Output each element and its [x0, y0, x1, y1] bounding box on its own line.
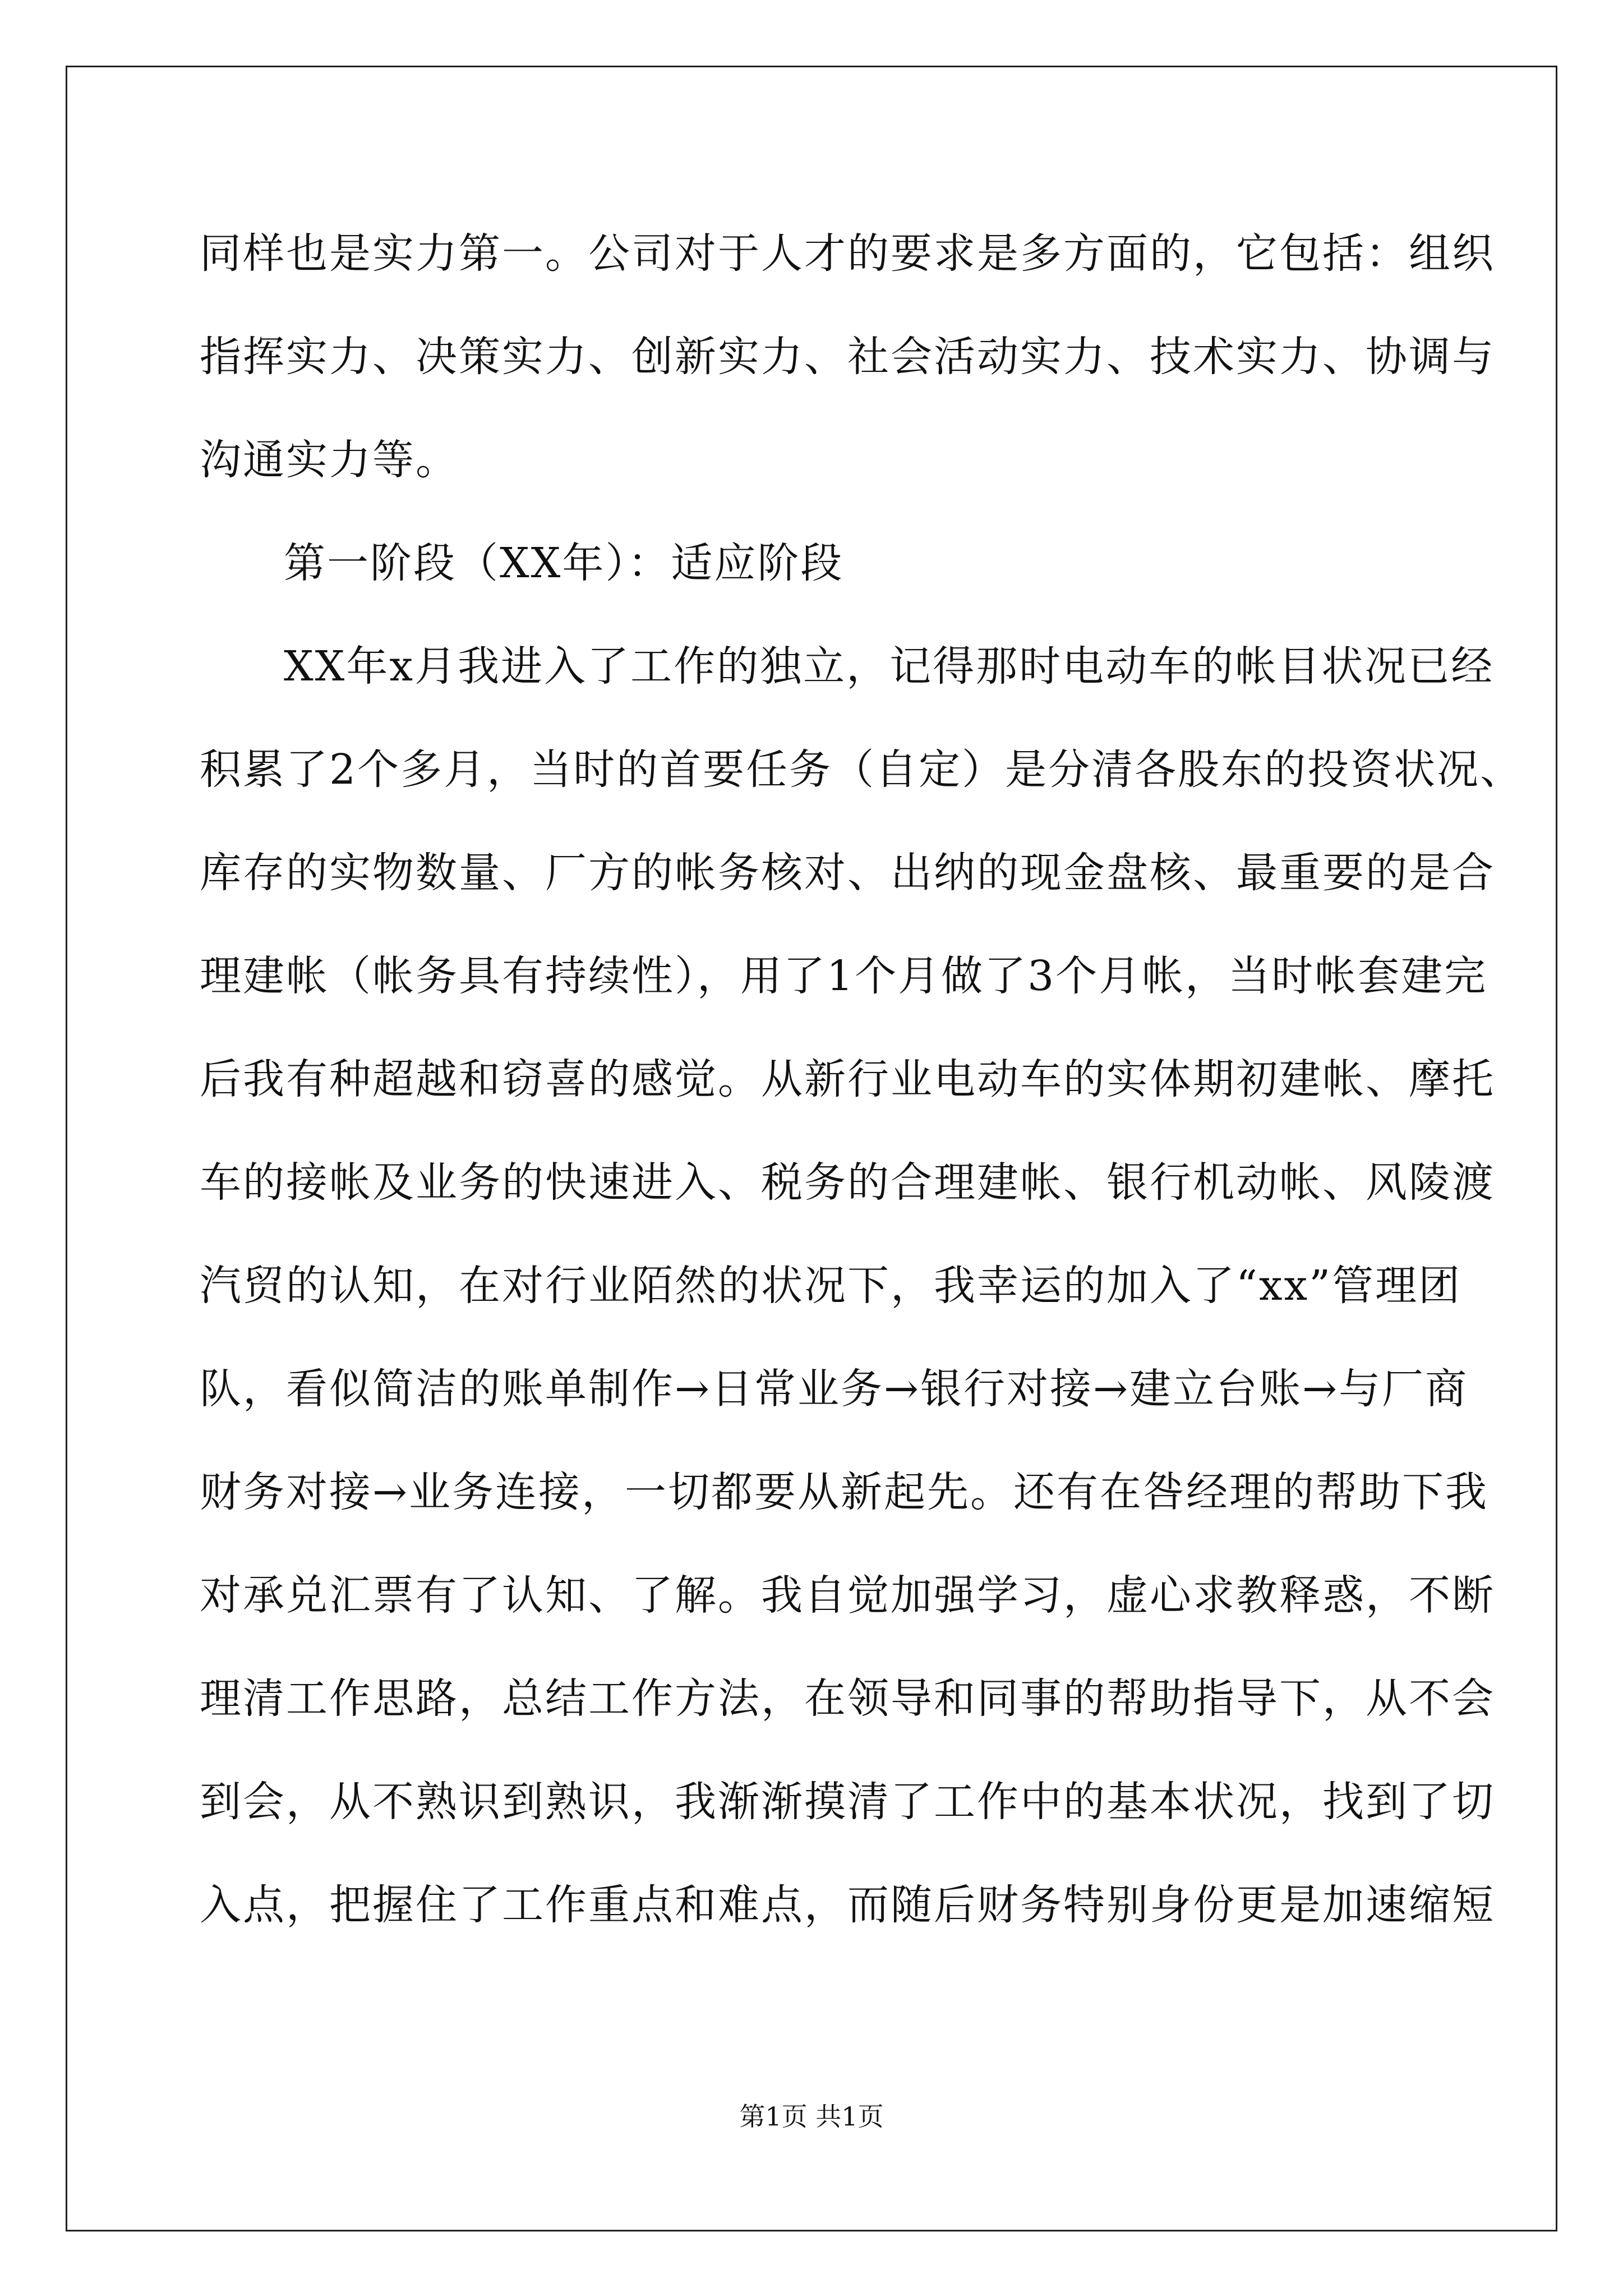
text-line: 沟通实力等。 [200, 436, 459, 484]
text-line: XX年x月我进入了工作的独立，记得那时电动车的帐目状况已经 [284, 642, 1495, 691]
page-footer: 第1页 共1页 [739, 2101, 884, 2132]
text-line: 对承兑汇票有了认知、了解。我自觉加强学习，虚心求教释惑，不断 [200, 1571, 1495, 1619]
text-line: 库存的实物数量、厂方的帐务核对、出纳的现金盘核、最重要的是合 [200, 849, 1495, 897]
text-line: 积累了2个多月，当时的首要任务（自定）是分清各股东的投资状况、 [200, 746, 1524, 794]
text-line: 队，看似简洁的账单制作→日常业务→银行对接→建立台账→与厂商 [200, 1365, 1469, 1413]
text-line: 理建帐（帐务具有持续性），用了1个月做了3个月帐，当时帐套建完 [200, 952, 1488, 1000]
text-line: 车的接帐及业务的快速进入、税务的合理建帐、银行机动帐、风陵渡 [200, 1158, 1495, 1207]
section-heading: 第一阶段（XX年）：适应阶段 [284, 539, 844, 587]
text-line: 理清工作思路，总结工作方法，在领导和同事的帮助指导下，从不会 [200, 1674, 1495, 1723]
text-line: 指挥实力、决策实力、创新实力、社会活动实力、技术实力、协调与 [200, 333, 1495, 381]
text-line: 入点，把握住了工作重点和难点，而随后财务特别身份更是加速缩短 [200, 1881, 1495, 1929]
text-line: 汽贸的认知，在对行业陌然的状况下，我幸运的加入了“xx”管理团 [200, 1262, 1462, 1310]
text-line: 后我有种超越和窃喜的感觉。从新行业电动车的实体期初建帐、摩托 [200, 1055, 1495, 1103]
text-line: 财务对接→业务连接，一切都要从新起先。还有在咎经理的帮助下我 [200, 1468, 1489, 1516]
text-line: 到会，从不熟识到熟识，我渐渐摸清了工作中的基本状况，找到了切 [200, 1778, 1495, 1826]
text-line: 同样也是实力第一。公司对于人才的要求是多方面的，它包括：组织 [200, 229, 1495, 278]
